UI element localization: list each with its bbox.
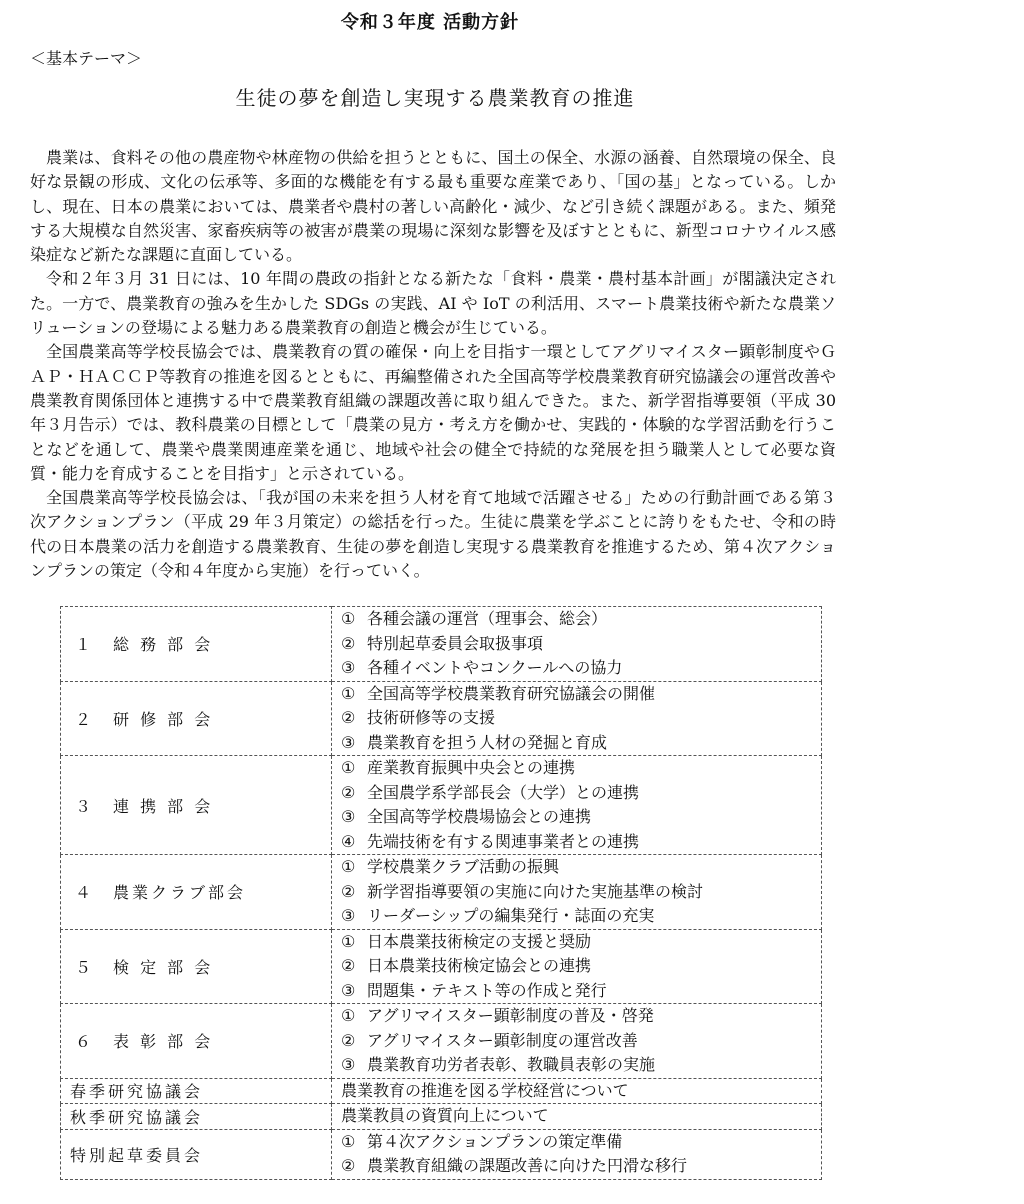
plan-item-text: 農業教育功労者表彰、教職員表彰の実施 — [367, 1055, 656, 1074]
plan-item-text: 農業教員の資質向上について — [341, 1106, 549, 1125]
plan-item — [341, 1053, 821, 1078]
plan-item-text: アグリマイスター顕彰制度の普及・啓発 — [367, 1006, 654, 1025]
plan-item — [341, 830, 821, 855]
plan-items-cell — [332, 756, 822, 855]
plan-items-cell — [332, 1078, 822, 1104]
plan-items-cell — [332, 1129, 822, 1179]
plan-item-number: ② — [341, 633, 356, 653]
plan-item-text: 技術研修等の支援 — [367, 708, 496, 727]
plan-item-text: 特別起草委員会取扱事項 — [367, 633, 544, 653]
plan-item — [341, 954, 821, 979]
plan-item-number: ③ — [341, 732, 356, 752]
plan-committee-name: 特別起草委員会 — [61, 1129, 332, 1179]
plan-item — [341, 805, 821, 830]
body-paragraph: 農業は、食料その他の農産物や林産物の供給を担うとともに、国土の保全、水源の涵養、自然環境の保全、良好な景観の形成、文化の伝承等、多面的な機能を有する最も重要な産業であり、「国の基」となっている。しかし、現在、日本の農業においては、農業者や農村の著しい高齢化・減少、など引き続く課題がある。また、頻発する大規模な自然災害、家畜疾病等の被害が農業の現場に深刻な影響を及ぼすとともに、新型コロナウイルス感染症など新たな課題に直面している。 — [30, 148, 836, 265]
plan-committee-name: ２ 研 修 部 会 — [61, 681, 332, 756]
plan-row — [61, 1104, 822, 1130]
plan-row — [61, 929, 822, 1004]
plan-item-text: 農業教育を担う人材の発掘と育成 — [367, 732, 608, 752]
plan-item-text: 第４次アクションプランの策定準備 — [367, 1131, 623, 1151]
plan-item-number: ② — [341, 782, 356, 802]
plan-item-number: ③ — [341, 807, 356, 826]
plan-item-text: リーダーシップの編集発行・誌面の充実 — [367, 906, 655, 925]
plan-item — [341, 607, 821, 632]
plan-item-number: ① — [341, 1006, 356, 1025]
plan-item-number: ① — [341, 1131, 356, 1151]
plan-item — [341, 904, 821, 929]
plan-item-number: ① — [341, 931, 356, 951]
plan-item-text: 全国高等学校農場協会との連携 — [367, 807, 592, 826]
plan-item-text: 全国高等学校農業教育研究協議会の開催 — [367, 683, 656, 703]
plan-row — [61, 1004, 822, 1079]
plan-item — [341, 1079, 821, 1104]
plan-item-number: ③ — [341, 658, 356, 677]
plan-items-cell — [332, 681, 822, 756]
plan-item-number: ② — [341, 881, 356, 901]
policy-body — [30, 146, 836, 583]
plan-items-cell — [332, 1104, 822, 1130]
plan-item-number: ② — [341, 708, 356, 727]
plan-item-number: ③ — [341, 906, 356, 925]
plan-committee-name: ６ 表 彰 部 会 — [61, 1004, 332, 1079]
plan-item-text: アグリマイスター顕彰制度の運営改善 — [367, 1030, 638, 1050]
plan-item-text: 農業教育の推進を図る学校経営について — [341, 1080, 629, 1100]
plan-item — [341, 756, 821, 781]
plan-committee-name: ３ 連 携 部 会 — [61, 756, 332, 855]
plan-item-text: 日本農業技術検定協会との連携 — [367, 956, 592, 975]
plan-row — [61, 1078, 822, 1104]
plan-item-number: ④ — [341, 831, 356, 851]
plan-item-number: ② — [341, 956, 356, 975]
plan-item-text: 先端技術を有する関連事業者との連携 — [367, 831, 640, 851]
plan-committee-name: 春季研究協議会 — [61, 1078, 332, 1104]
plan-item — [341, 731, 821, 756]
plan-item-number: ② — [341, 1030, 356, 1050]
plan-item — [341, 656, 821, 681]
basic-theme-label: ＜基本テーマ＞ — [30, 49, 143, 68]
body-paragraph: 令和２年３月 31 日には、10 年間の農政の指針となる新たな「食料・農業・農村基本計画」が閣議決定された。一方で、農業教育の強みを生かした SDGs の実践、AI や IoT の利活用、スマート農業技術や新たな農業ソリューションの登場による魅力ある農業教育の創造と機会が生じている。 — [30, 269, 836, 338]
document-title: 令和３年度 活動方針 — [340, 12, 520, 33]
plan-item — [341, 781, 821, 806]
plan-items-cell — [332, 929, 822, 1004]
plan-item-number: ③ — [341, 980, 356, 1000]
plan-row — [61, 681, 822, 756]
plan-row — [61, 756, 822, 855]
plan-item — [341, 930, 821, 955]
plan-item-number: ① — [341, 857, 356, 876]
plan-item-text: 問題集・テキスト等の作成と発行 — [367, 980, 607, 1000]
plan-item-text: 新学習指導要領の実施に向けた実施基準の検討 — [367, 881, 704, 901]
plan-item-text: 全国農学系学部長会（大学）との連携 — [367, 782, 640, 802]
plan-item-text: 各種会議の運営（理事会、総会） — [367, 609, 608, 628]
plan-item-number: ① — [341, 609, 356, 628]
plan-item — [341, 632, 821, 657]
plan-row — [61, 607, 822, 682]
plan-item-number: ① — [341, 758, 356, 777]
plan-items-cell — [332, 1004, 822, 1079]
activity-plan-body — [61, 607, 822, 1180]
plan-committee-name: １ 総 務 部 会 — [61, 607, 332, 682]
plan-item — [341, 855, 821, 880]
plan-item-text: 産業教育振興中央会との連携 — [367, 758, 576, 777]
body-paragraph: 全国農業高等学校長協会は、「我が国の未来を担う人材を育て地域で活躍させる」ための行動計画である第３次アクションプラン（平成 29 年３月策定）の総括を行った。生徒に農業を学ぶことに誇りをもたせ、令和の時代の日本農業の活力を創造する農業教育、生徒の夢を創造し実現する農業教育を推進するため、第４次アクションプランの策定（令和４年度から実施）を行っていく。 — [30, 488, 836, 581]
plan-item — [341, 880, 821, 905]
plan-item — [341, 1130, 821, 1155]
activity-plan-table — [60, 606, 822, 1180]
plan-item-number: ③ — [341, 1055, 356, 1074]
plan-item-text: 各種イベントやコンクールへの協力 — [367, 658, 623, 677]
plan-row — [61, 1129, 822, 1179]
plan-item-number: ② — [341, 1156, 356, 1175]
plan-committee-name: ５ 検 定 部 会 — [61, 929, 332, 1004]
plan-item — [341, 1004, 821, 1029]
plan-item-number: ① — [341, 683, 356, 703]
plan-item-text: 学校農業クラブ活動の振興 — [367, 857, 560, 876]
plan-item-text: 日本農業技術検定の支援と奨励 — [367, 931, 592, 951]
plan-item — [341, 682, 821, 707]
plan-items-cell — [332, 855, 822, 930]
plan-item — [341, 1104, 821, 1129]
basic-theme: 生徒の夢を創造し実現する農業教育の推進 — [235, 86, 635, 110]
plan-item — [341, 706, 821, 731]
body-paragraph: 全国農業高等学校長協会では、農業教育の質の確保・向上を目指す一環としてアグリマイスター顕彰制度やＧＡＰ・ＨＡＣＣＰ等教育の推進を図るとともに、再編整備された全国高等学校農業教育研究協議会の運営改善や農業教育関係団体と連携する中で農業教育組織の課題改善に取り組んできた。また、新学習指導要領（平成 30 年３月告示）では、教科農業の目標として「農業の見方・考え方を働かせ、実践的・体験的な学習活動を行うことなどを通して、農業や農業関連産業を通じ、地域や社会の健全で持続的な発展を担う職業人として必要な資質・能力を育成することを目指す」と示されている。 — [30, 342, 836, 483]
plan-committee-name: 秋季研究協議会 — [61, 1104, 332, 1130]
plan-item — [341, 979, 821, 1004]
plan-items-cell — [332, 607, 822, 682]
plan-row — [61, 855, 822, 930]
plan-item-text: 農業教育組織の課題改善に向けた円滑な移行 — [367, 1156, 688, 1175]
plan-committee-name: ４ 農業クラブ部会 — [61, 855, 332, 930]
plan-item — [341, 1154, 821, 1179]
plan-item — [341, 1029, 821, 1054]
